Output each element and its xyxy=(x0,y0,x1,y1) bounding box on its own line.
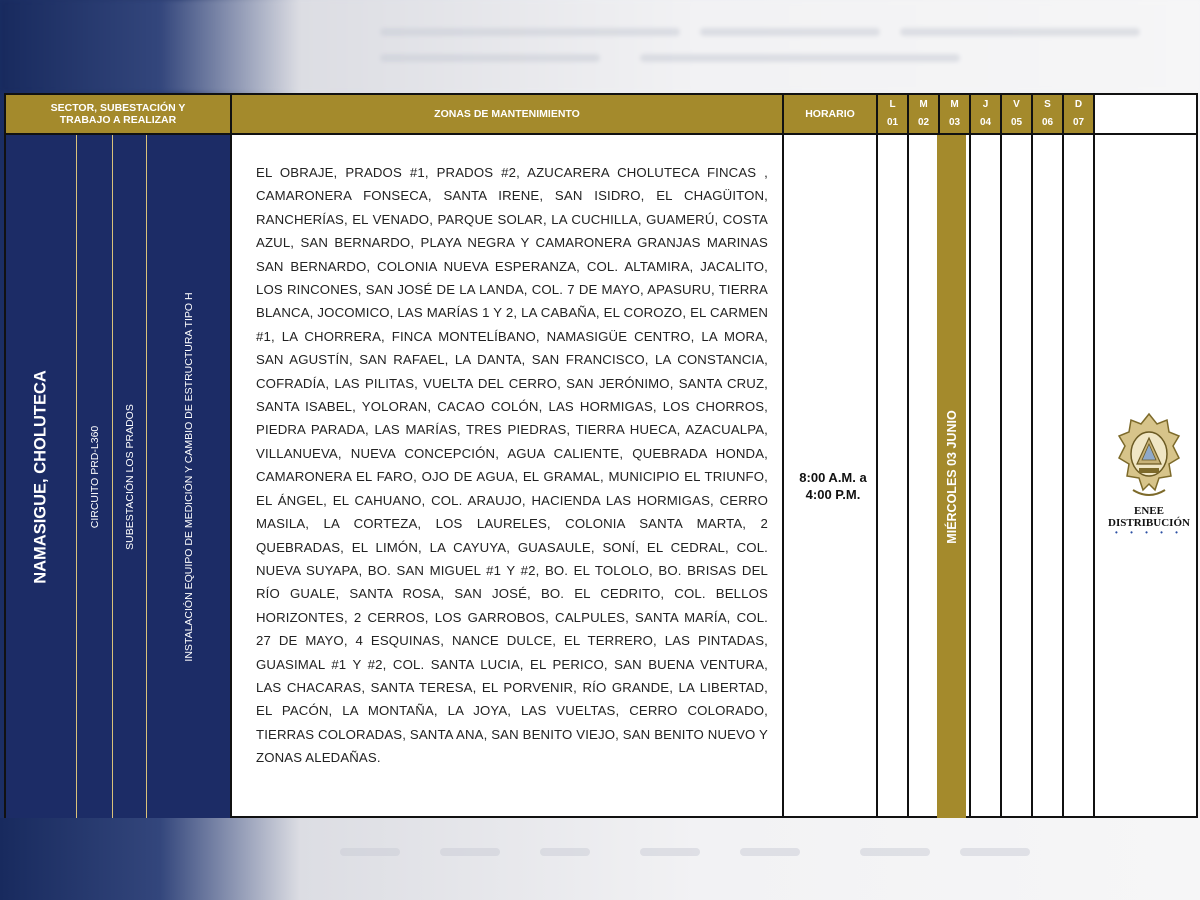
day-letter: D xyxy=(1074,99,1083,110)
horario-value: 8:00 A.M. a 4:00 P.M. xyxy=(799,470,867,502)
zonas-list: EL OBRAJE, PRADOS #1, PRADOS #2, AZUCARERA CHOLUTECA FINCAS , CAMARONERA FONSECA, SANTA IRENE, SAN ISIDRO, EL CHAGÜITON, RANCHERÍAS, EL VENADO, PARQUE SOLAR, LA CUCHILLA, GUAMERÚ, COSTA AZUL, SAN BERNARDO, PLAYA NEGRA Y CAMARONERA GRANJAS MARINAS SAN BERNARDO, COLONIA NUEVA ESPERANZA, COL. ALTAMIRA, JACALITO, LOS RINCONES, SAN JOSÉ DE LA LANDA, COL. 7 DE MAYO, APASURU, TIERRA BLANCA, JOCOMICO, LAS MARÍAS 1 Y 2, LA CABAÑA, EL COROZO, EL CARMEN #1, LA CHORRERA, FINCA MONTELÍBANO, NAMASIGÜE CENTRO, LA MORA, SAN AGUSTÍN, SAN RAFAEL, LA DANTA, SAN FRANCISCO, LA CONSTANCIA, COFRADÍA, LAS PILITAS, VUELTA DEL CERRO, SAN JERÓNIMO, SANTA CRUZ, SANTA ISABEL, YOLORAN, CACAO COLÓN, LAS HORMIGAS, LOS CHORROS, PIEDRA PARADA, LAS MARÍAS, TRES PIEDRAS, TIERRA HUECA, AZACUALPA, VILLANUEVA, NUEVA CONCEPCIÓN, AGUA CALIENTE, QUEBRADA HONDA, CAMARONERA EL FARO, OJO DE AGUA, EL GRAMAL, MUNICIPIO EL TRIUNFO, EL ÁNGEL, EL CAHUANO, COL. ARAUJO, HACIENDA LAS HORMIGAS, CERRO MASILA, LA CORTEZA, LOS LAURELES, COLONIA SANTA MARTA, 2 QUEBRADAS, EL LIMÓN, LA CAYUYA, GUASAULE, SONÍ, EL CEDRAL, COL. NUEVA SUYAPA, BO. SAN MIGUEL #1 Y #2, BO. EL TOLOLO, BO. BRISAS DEL RÍO GUALE, SANTA ROSA, SAN JOSÉ, BO. EL CEDRITO, COL. BELLOS HORIZONTES, 2 CERROS, LOS GARROBOS, CALPULES, SANTA MARÍA, COL. 27 DE MAYO, 4 ESQUINAS, NANCE DULCE, EL TERRERO, LAS PINTADAS, GUASIMAL #1 Y #2, COL. SANTA LUCIA, EL PERICO, SAN BUENA VENTURA, LAS CHACARAS, SANTA TERESA, EL PORVENIR, RÍO GRANDE, LA LIBERTAD, EL PACÓN, LA MONTAÑA, LA JOYA, LAS VUELTAS, CERRO COLORADO, TIERRAS COLORADAS, SANTA ANA, SAN BENITO VIEJO, SAN BENITO NUEVO Y ZONAS ALEDAÑAS. xyxy=(256,165,768,766)
dia-miercoles-cell xyxy=(937,135,966,818)
header-day-04 xyxy=(971,95,1000,133)
maintenance-schedule-table xyxy=(4,93,1198,818)
day-number: 06 xyxy=(1041,117,1054,128)
day-letter: J xyxy=(982,99,989,110)
header-day-05 xyxy=(1002,95,1031,133)
day-number: 03 xyxy=(948,117,961,128)
day-letter: M xyxy=(950,99,959,110)
day-letter: V xyxy=(1013,99,1020,110)
enee-logo xyxy=(1100,410,1198,540)
header-day-03 xyxy=(940,95,969,133)
dia-label: MIÉRCOLES 03 JUNIO xyxy=(944,409,959,544)
day-number: 02 xyxy=(917,117,930,128)
header-horario: HORARIO xyxy=(784,95,876,133)
circuito-label: CIRCUITO PRD-L360 xyxy=(88,425,101,528)
day-letter: S xyxy=(1044,99,1051,110)
blurred-background-top xyxy=(0,0,1200,92)
day-number: 05 xyxy=(1010,117,1023,128)
day-number: 01 xyxy=(886,117,899,128)
header-day-02 xyxy=(909,95,938,133)
logo-line1: ENEE xyxy=(1134,505,1164,517)
sector-name: NAMASIGUE, CHOLUTECA xyxy=(31,369,50,584)
blurred-background-bottom xyxy=(0,818,1200,900)
day-letter: M xyxy=(919,99,928,110)
header-day-07 xyxy=(1064,95,1093,133)
subestacion-label: SUBESTACIÓN LOS PRADOS xyxy=(123,403,136,550)
trabajo-label: INSTALACIÓN EQUIPO DE MEDICIÓN Y CAMBIO DE ESTRUCTURA TIPO H xyxy=(182,291,195,662)
sector-cell xyxy=(6,135,230,818)
coat-of-arms-icon xyxy=(1113,410,1185,500)
day-letter: L xyxy=(889,99,896,110)
header-day-01 xyxy=(878,95,907,133)
header-zonas: ZONAS DE MANTENIMIENTO xyxy=(232,95,782,133)
header-sector: SECTOR, SUBESTACIÓN Y TRABAJO A REALIZAR xyxy=(6,95,230,133)
day-number: 04 xyxy=(979,117,992,128)
day-number: 07 xyxy=(1072,117,1085,128)
logo-dots: • • • • • xyxy=(1115,528,1183,537)
header-day-06 xyxy=(1033,95,1062,133)
logo-line2: DISTRIBUCIÓN xyxy=(1108,517,1190,529)
